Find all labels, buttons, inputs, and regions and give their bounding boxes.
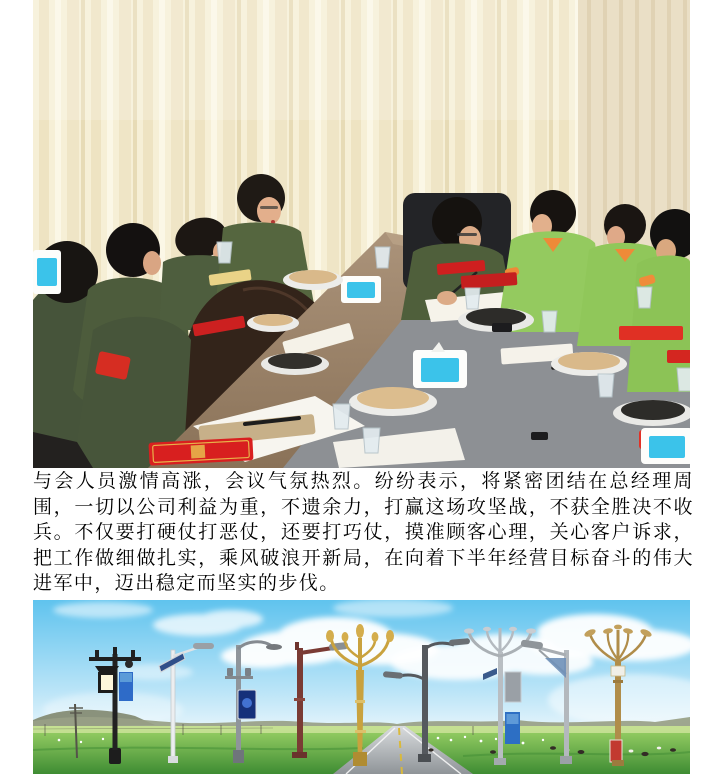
pole-banner-blue xyxy=(119,672,133,701)
red-base-sign xyxy=(610,740,622,762)
meeting-photo xyxy=(33,0,690,468)
meeting-photo-art xyxy=(33,0,690,468)
street-lamps-photo xyxy=(33,600,690,774)
phone-2 xyxy=(531,432,548,440)
pole-screen xyxy=(238,690,256,719)
man-writing xyxy=(401,193,515,322)
pole-banner-blue-2 xyxy=(505,712,520,744)
phone xyxy=(492,323,512,332)
street-lamps-art xyxy=(33,600,690,774)
article-paragraph: 与会人员激情高涨，会议气氛热烈。纷纷表示，将紧密团结在总经理周围，一切以公司利益为重，不遗余力，打赢这场攻坚战，不获全胜决不收兵。不仅要打硬仗打恶仗，还要打巧仗，摸准顾客心理，关心客户诉求，把工作做细做扎实，乘风破浪开新局，在向着下半年经营目标奋斗的伟大进军中，迈出稳定而坚实的步伐。 xyxy=(33,471,694,595)
